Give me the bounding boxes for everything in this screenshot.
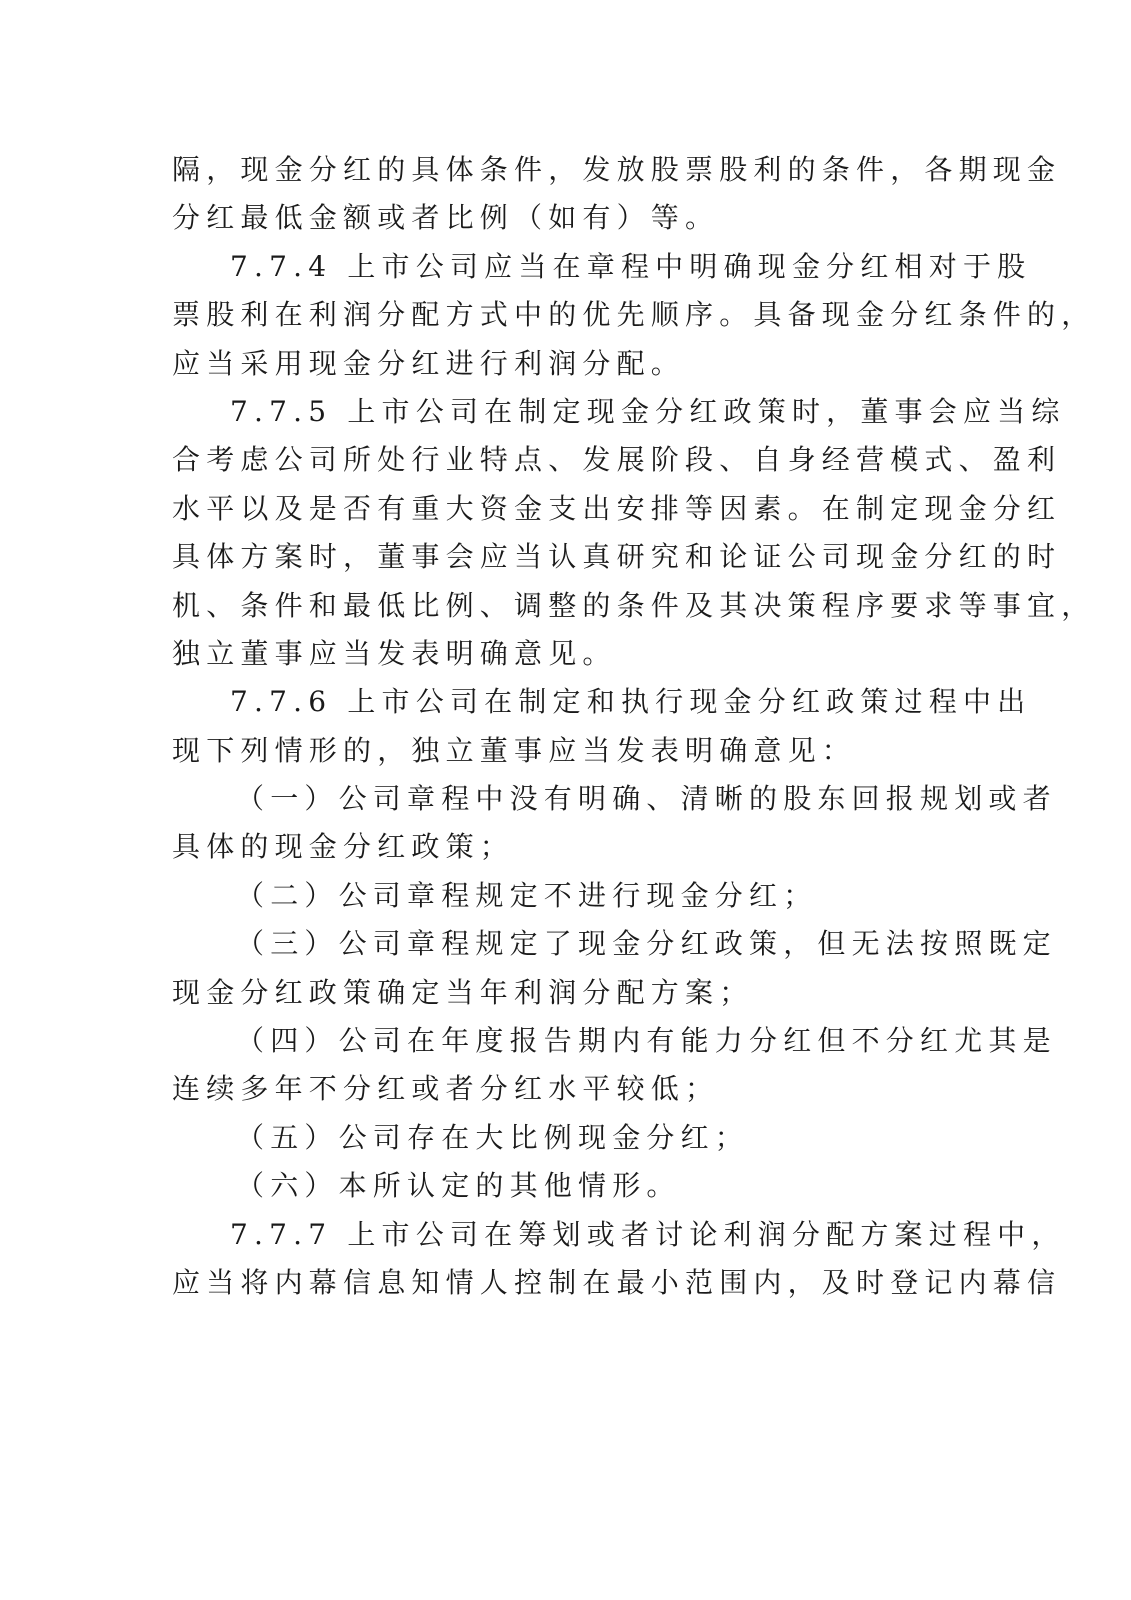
clause-7-7-4-line: 7.7.4 上市公司应当在章程中明确现金分红相对于股 (230, 249, 1032, 283)
clause-7-7-6-line: 7.7.6 上市公司在制定和执行现金分红政策过程中出 (230, 685, 1032, 719)
text-line: 现金分红政策确定当年利润分配方案； (172, 975, 754, 1009)
text-line: 独立董事应当发表明确意见。 (172, 636, 617, 670)
clause-7-7-5-line: 7.7.5 上市公司在制定现金分红政策时，董事会应当综 (230, 394, 1066, 428)
document-body (172, 146, 1096, 1307)
list-item-6-line: （六）本所认定的其他情形。 (236, 1169, 681, 1203)
text-line: 现下列情形的，独立董事应当发表明确意见： (172, 733, 857, 767)
list-item-5-line: （五）公司存在大比例现金分红； (236, 1120, 750, 1154)
list-item-1-line: （一）公司章程中没有明确、清晰的股东回报规划或者 (236, 782, 1057, 816)
text-line: 连续多年不分红或者分红水平较低； (172, 1072, 720, 1106)
text-line: 合考虑公司所处行业特点、发展阶段、自身经营模式、盈利 (172, 443, 1062, 477)
text-line: 具体的现金分红政策； (172, 830, 515, 864)
text-line: 票股利在利润分配方式中的优先顺序。具备现金分红条件的， (172, 298, 1096, 332)
list-item-4-line: （四）公司在年度报告期内有能力分红但不分红尤其是 (236, 1024, 1057, 1058)
clause-7-7-7-line: 7.7.7 上市公司在筹划或者讨论利润分配方案过程中， (230, 1217, 1066, 1251)
text-line: 应当采用现金分红进行利润分配。 (172, 346, 686, 380)
text-line: 机、条件和最低比例、调整的条件及其决策程序要求等事宜， (172, 588, 1096, 622)
text-line: 具体方案时，董事会应当认真研究和论证公司现金分红的时 (172, 540, 1062, 574)
list-item-2-line: （二）公司章程规定不进行现金分红； (236, 878, 818, 912)
text-line: 应当将内幕信息知情人控制在最小范围内，及时登记内幕信 (172, 1265, 1062, 1299)
text-line: 水平以及是否有重大资金支出安排等因素。在制定现金分红 (172, 491, 1062, 525)
text-line: 分红最低金额或者比例（如有）等。 (172, 201, 720, 235)
text-line: 隔，现金分红的具体条件，发放股票股利的条件，各期现金 (172, 153, 1062, 186)
list-item-3-line: （三）公司章程规定了现金分红政策，但无法按照既定 (236, 927, 1057, 961)
